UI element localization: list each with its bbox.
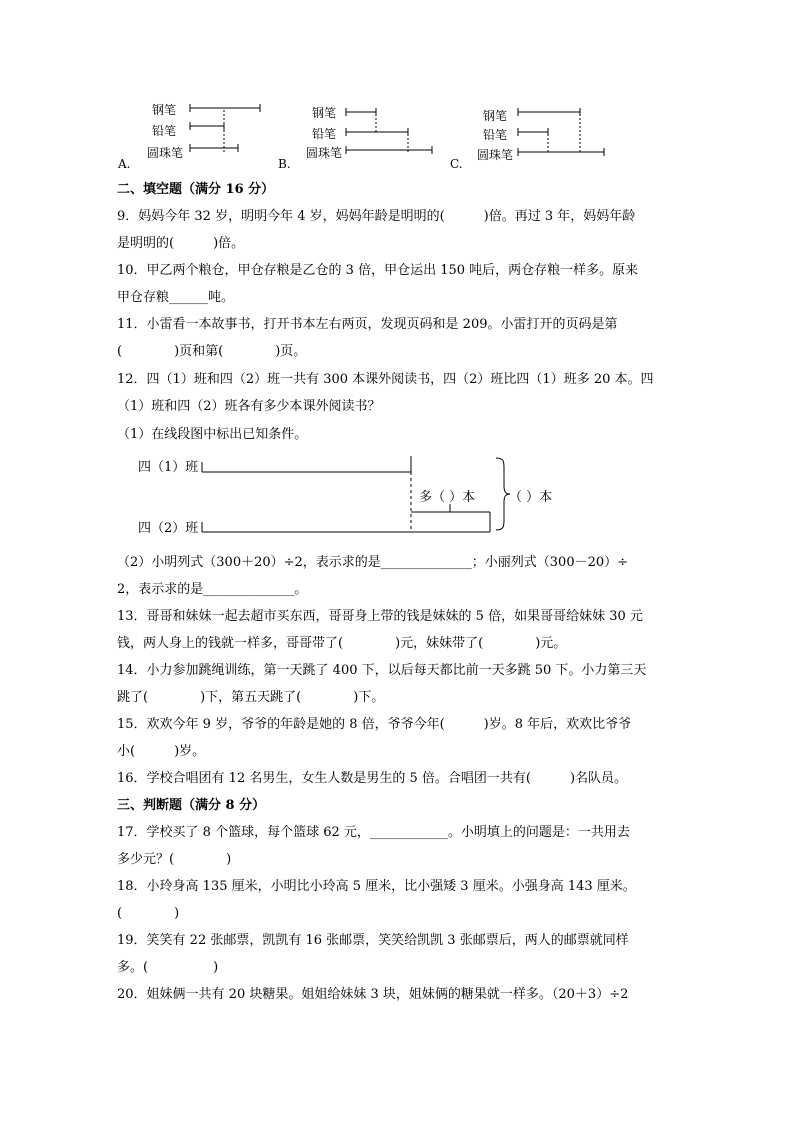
question-13-line-1: 13．哥哥和妹妹一起去超市买东西，哥哥身上带的钱是妹妹的 5 倍，如果哥哥给妹妹 30 元 bbox=[117, 609, 643, 624]
section-heading-fill-in: 二、填空题（满分 16 分） bbox=[117, 182, 275, 197]
option-b-label-pencil: 铅笔 bbox=[312, 127, 337, 141]
question-13-line-2: 钱，两人身上的钱就一样多，哥哥带了( )元，妹妹带了( )元。 bbox=[117, 636, 567, 651]
question-10-line-1: 10．甲乙两个粮仓，甲仓存粮是乙仓的 3 倍，甲仓运出 150 吨后，两仓存粮一样多。原来 bbox=[117, 263, 639, 278]
question-19-line-1: 19．笑笑有 22 张邮票，凯凯有 16 张邮票，笑笑给凯凯 3 张邮票后，两人的邮票就同样 bbox=[117, 933, 629, 948]
option-c-label-pen: 钢笔 bbox=[483, 109, 508, 123]
segment-label-class-2: 四（2）班 bbox=[138, 521, 199, 536]
option-c-label-pencil: 铅笔 bbox=[483, 128, 508, 142]
question-17-line-2: 多少元？( ) bbox=[117, 852, 232, 867]
question-12-line-2: （1）班和四（2）班各有多少本课外阅读书？ bbox=[117, 399, 381, 414]
option-c-choice[interactable]: C. bbox=[450, 157, 463, 171]
section-heading-true-false: 三、判断题（满分 8 分） bbox=[117, 798, 266, 813]
question-12-part-2-line-2: 2，表示求的是______________。 bbox=[117, 582, 308, 597]
option-a-bars bbox=[188, 100, 268, 160]
question-16-line-1: 16．学校合唱团有 12 名男生，女生人数是男生的 5 倍。合唱团一共有( )名队员。 bbox=[117, 771, 628, 786]
segment-lines bbox=[200, 452, 510, 540]
option-a-choice[interactable]: A. bbox=[118, 157, 131, 171]
question-12-part-1: （1）在线段图中标出已知条件。 bbox=[117, 427, 308, 442]
question-9-line-1: 9．妈妈今年 32 岁，明明今年 4 岁，妈妈年龄是明明的( )倍。再过 3 年，妈妈年龄 bbox=[117, 209, 636, 224]
option-a-label-pencil: 铅笔 bbox=[152, 124, 177, 138]
segment-diff-label: 多（ ）本 bbox=[419, 490, 476, 505]
option-b-choice[interactable]: B. bbox=[278, 157, 291, 171]
option-c-label-ballpen: 圆珠笔 bbox=[477, 148, 514, 162]
question-11-line-1: 11．小雷看一本故事书，打开书本左右两页，发现页码和是 209。小雷打开的页码是第 bbox=[117, 317, 618, 332]
segment-total-label: （ ）本 bbox=[509, 490, 553, 505]
option-c-bars bbox=[516, 104, 616, 160]
question-19-line-2: 多。( ) bbox=[117, 960, 219, 975]
question-12-part-2-line-1: （2）小明列式（300＋20）÷2，表示求的是______________；小丽列式（300－20）÷ bbox=[117, 555, 629, 570]
question-18-line-2: ( ) bbox=[117, 906, 180, 921]
question-10-line-2: 甲仓存粮______吨。 bbox=[117, 290, 235, 305]
question-15-line-1: 15．欢欢今年 9 岁，爷爷的年龄是她的 8 倍，爷爷今年( )岁。8 年后，欢欢比爷爷 bbox=[117, 717, 632, 732]
question-12-line-1: 12．四（1）班和四（2）班一共有 300 本课外阅读书，四（2）班比四（1）班多 20 本。四 bbox=[117, 372, 654, 387]
option-a-label-pen: 钢笔 bbox=[152, 103, 177, 117]
segment-label-class-1: 四（1）班 bbox=[138, 460, 199, 475]
option-b-label-pen: 钢笔 bbox=[312, 106, 337, 120]
option-b-bars bbox=[344, 100, 444, 160]
question-14-line-1: 14．小力参加跳绳训练，第一天跳了 400 下，以后每天都比前一天多跳 50 下。小力第三天 bbox=[117, 663, 647, 678]
question-15-line-2: 小( )岁。 bbox=[117, 744, 206, 759]
question-18-line-1: 18．小玲身高 135 厘米，小明比小玲高 5 厘米，比小强矮 3 厘米。小强身高 143 厘米。 bbox=[117, 879, 636, 894]
question-20-line-1: 20．姐妹俩一共有 20 块糖果。姐姐给妹妹 3 块，姐妹俩的糖果就一样多。（20＋3）÷2 bbox=[117, 987, 629, 1002]
option-a-label-ballpen: 圆珠笔 bbox=[147, 146, 184, 160]
question-11-line-2: ( )页和第( )页。 bbox=[117, 344, 307, 359]
question-14-line-2: 跳了( )下，第五天跳了( )下。 bbox=[117, 690, 385, 705]
question-17-line-1: 17．学校买了 8 个篮球，每个篮球 62 元，____________。小明填上的问题是：一共用去 bbox=[117, 825, 630, 840]
question-9-line-2: 是明明的( )倍。 bbox=[117, 236, 245, 251]
option-b-label-ballpen: 圆珠笔 bbox=[306, 146, 343, 160]
